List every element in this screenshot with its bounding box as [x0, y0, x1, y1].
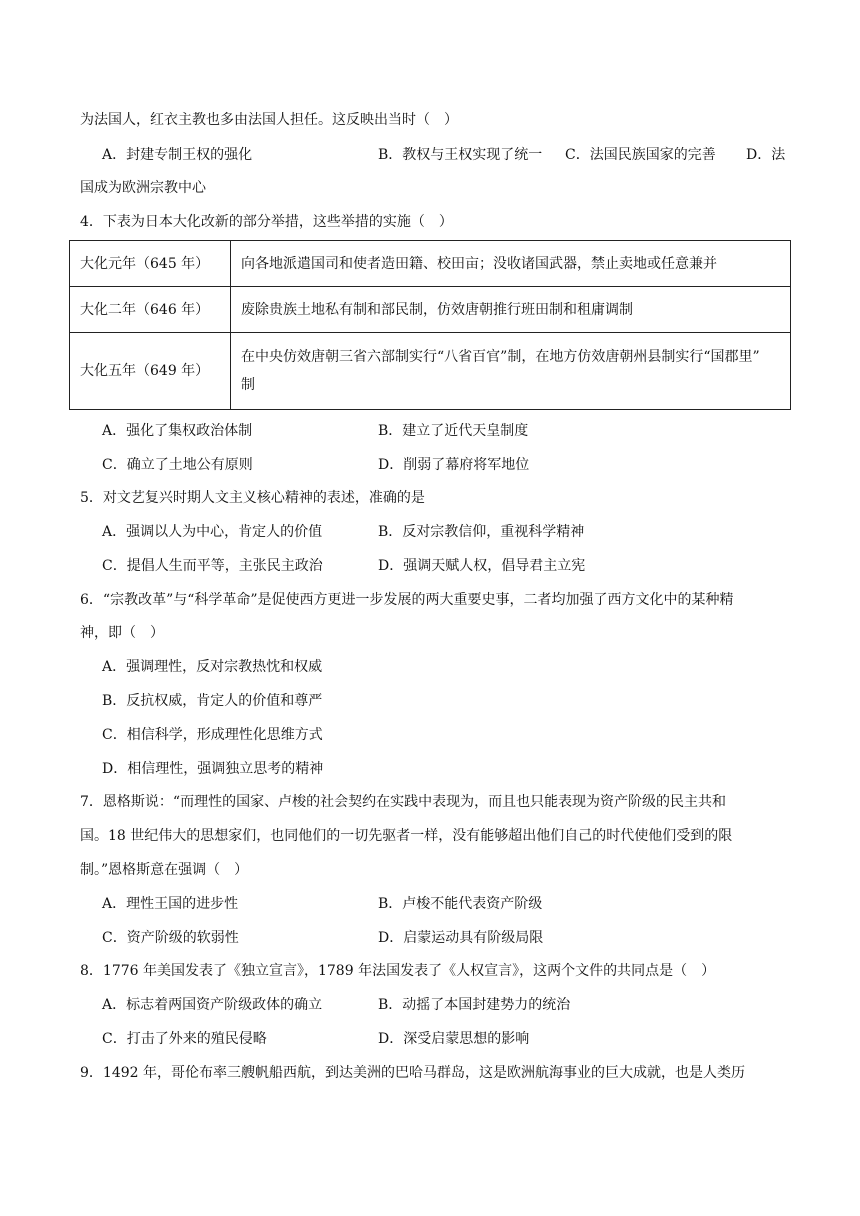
q6-option-d[interactable]: D．相信理性，强调独立思考的精神 — [102, 761, 324, 777]
q7-option-c[interactable]: C．资产阶级的软弱性 — [102, 930, 239, 946]
q7-option-b[interactable]: B．卢梭不能代表资产阶级 — [378, 896, 543, 912]
q5-stem: 5．对文艺复兴时期人文主义核心精神的表述，准确的是 — [80, 490, 425, 506]
q7-stem-line-3: 制。”恩格斯意在强调（ ） — [80, 862, 249, 878]
q5-option-b[interactable]: B．反对宗教信仰，重视科学精神 — [378, 524, 585, 540]
q7-stem-line-2: 国。18 世纪伟大的思想家们，也同他们的一切先驱者一样，没有能够超出他们自己的时代使他们受到的限 — [80, 828, 733, 844]
measure-line-1: 在中央仿效唐朝三省六部制实行“八省百官”制，在地方仿效唐朝州县制实行“国郡里” — [241, 349, 760, 365]
q7-option-a[interactable]: A．理性王国的进步性 — [102, 896, 239, 912]
q3-option-b[interactable]: B．教权与王权实现了统一 — [378, 147, 543, 163]
q7-stem-line-1: 7．恩格斯说：“而理性的国家、卢梭的社会契约在实践中表现为，而且也只能表现为资产阶级的民主共和 — [80, 794, 727, 810]
q6-stem-line-1: 6．“宗教改革”与“科学革命”是促使西方更进一步发展的两大重要史事，二者均加强了西方文化中的某种精 — [80, 592, 734, 608]
q3-option-a[interactable]: A．封建专制王权的强化 — [102, 147, 253, 163]
q6-option-b[interactable]: B．反抗权威，肯定人的价值和尊严 — [102, 693, 323, 709]
q3-option-c[interactable]: C．法国民族国家的完善 — [565, 147, 716, 163]
q5-option-c[interactable]: C．提倡人生而平等，主张民主政治 — [102, 558, 323, 574]
q3-option-d-continued: 国成为欧洲宗教中心 — [80, 180, 206, 196]
q3-stem-tail: 为法国人，红衣主教也多由法国人担任。这反映出当时（ ） — [80, 112, 458, 128]
q9-stem-line-1: 9．1492 年，哥伦布率三艘帆船西航，到达美洲的巴哈马群岛，这是欧洲航海事业的巨大成就，也是人类历 — [80, 1065, 745, 1081]
q8-option-b[interactable]: B．动摇了本国封建势力的统治 — [378, 997, 571, 1013]
q4-option-c[interactable]: C．确立了土地公有原则 — [102, 457, 253, 473]
table-cell-measure: 废除贵族土地私有制和部民制，仿效唐朝推行班田制和租庸调制 — [231, 287, 791, 333]
q4-option-a[interactable]: A．强化了集权政治体制 — [102, 423, 253, 439]
measure-line-2: 制 — [241, 377, 255, 393]
q8-stem: 8．1776 年美国发表了《独立宣言》，1789 年法国发表了《人权宣言》，这两个文件的共同点是（ ） — [80, 963, 716, 979]
table-cell-measure: 向各地派遣国司和使者造田籍、校田亩；没收诸国武器，禁止卖地或任意兼并 — [231, 241, 791, 287]
q5-option-d[interactable]: D．强调天赋人权，倡导君主立宪 — [378, 558, 586, 574]
q4-option-d[interactable]: D．削弱了幕府将军地位 — [378, 457, 530, 473]
reform-table — [69, 240, 791, 410]
q8-option-d[interactable]: D．深受启蒙思想的影响 — [378, 1031, 530, 1047]
table-row — [70, 333, 791, 410]
q5-option-a[interactable]: A．强调以人为中心，肯定人的价值 — [102, 524, 323, 540]
q6-option-a[interactable]: A．强调理性，反对宗教热忱和权威 — [102, 659, 323, 675]
table-row — [70, 287, 791, 333]
q8-option-a[interactable]: A．标志着两国资产阶级政体的确立 — [102, 997, 323, 1013]
q6-stem-line-2: 神，即（ ） — [80, 625, 164, 641]
table-cell-year: 大化二年（646 年） — [70, 287, 231, 333]
q6-option-c[interactable]: C．相信科学，形成理性化思维方式 — [102, 727, 323, 743]
table-cell-year: 大化五年（649 年） — [70, 333, 231, 410]
table-row — [70, 241, 791, 287]
q4-option-b[interactable]: B．建立了近代天皇制度 — [378, 423, 529, 439]
table-cell-measure — [231, 333, 791, 410]
q3-option-d[interactable]: D．法 — [746, 147, 786, 163]
q8-option-c[interactable]: C．打击了外来的殖民侵略 — [102, 1031, 267, 1047]
table-cell-year: 大化元年（645 年） — [70, 241, 231, 287]
q7-option-d[interactable]: D．启蒙运动具有阶级局限 — [378, 930, 544, 946]
q4-stem: 4．下表为日本大化改新的部分举措，这些举措的实施（ ） — [80, 214, 453, 230]
